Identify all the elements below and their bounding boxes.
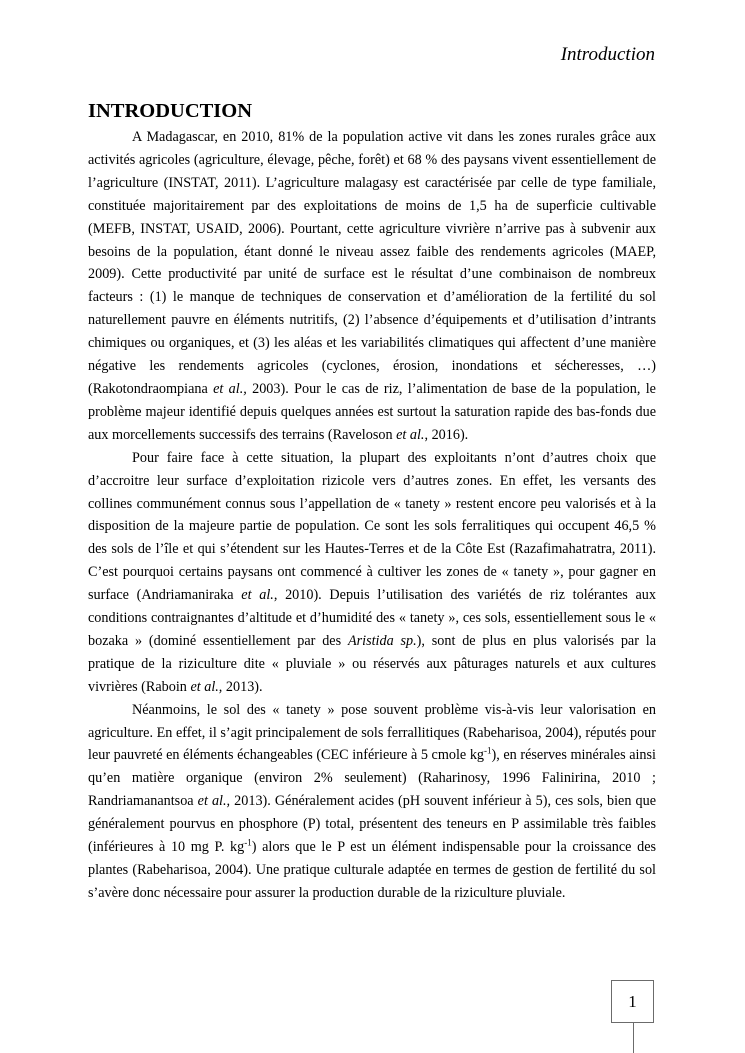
text-run: 2013). Généralement acides (pH souvent inférieur à 5), ces sols, bien que généralement pourvus en phosphore (P) total, présentent des teneurs en P assimilable très faibles (inférieures à 10 mg P. kg (88, 793, 656, 856)
text-run: ) alors que le P est un élément indispensable pour la croissance des plantes (Rabeharisoa, 2004). Une pratique culturale adaptée en termes de gestion de fertilité du sol s’avère donc nécessaire pour assurer la production durable de la riziculture pluviale. (88, 839, 657, 901)
text-run: A Madagascar, en 2010, 81% de la population active vit dans les zones rurales grâce aux activités agricoles (agriculture, élevage, pêche, forêt) et 68 % des paysans vivent essentiellement de l’agriculture (INSTAT, 2011). L’agriculture malagasy est caractérisée par celle de type familiale, constituée majoritairement par des exploitations de moins de 1,5 ha de superficie cultivable (MEFB, INSTAT, USAID, 2006). Pourtant, cette agriculture vivrière n’arrive pas à subvenir aux besoins de la population, étant donné le niveau assez faible des rendements agricoles (MAEP, 2009). Cette productivité par unité de surface est le résultat d’une combinaison de nombreux facteurs : (1) le manque de techniques de conservation et d’amélioration de la fertilité du sol naturellement pauvre en éléments nutritifs, (2) l’absence d’équipements et d’utilisation d’intrants chimiques ou organiques, et (3) les aléas et les variabilités climatiques qui affectent d’une manière négative les rendements agricoles (cyclones, érosion, inondations et sécheresses, …) (Rakotondraompiana (88, 129, 656, 397)
text-run: ), sont de plus en plus valorisés par la pratique de la riziculture dite « pluviale » ou réservés aux pâturages naturels et aux cultures vivrières (Raboin (88, 632, 656, 695)
superscript-run: -1 (484, 745, 492, 756)
page-number: 1 (628, 991, 637, 1011)
italic-run: et al. (396, 426, 425, 443)
text-run: , 2016). (424, 426, 469, 443)
section-heading: INTRODUCTION (88, 100, 253, 122)
text-run: Pour faire face à cette situation, la plupart des exploitants n’ont d’autres choix que d’accroitre leur surface d’exploitation rizicole vers d’autres zones. En effet, les versants des collines communément connus sous l’appellation de « tanety » restent encore peu valorisés et à la disposition de la majeure partie de population. Ce sont les sols ferralitiques qui occupent 46,5 % des sols de l’île et qui s’étendent sur les Hautes-Terres et de la Côte Est (Razafimahatratra, 2011). C’est pourquoi certains paysans ont commencé à cultiver les zones de « tanety », pour gagner en surface (Andriamaniraka (88, 449, 656, 604)
page-number-box (611, 980, 654, 1023)
text-run: 2003). Pour le cas de riz, l’alimentation de base de la population, le problème majeur identifié depuis quelques années est surtout la saturation rapide des bas-fonds due aux morcellements successifs des terrains (Raveloson (88, 380, 656, 443)
text-run: ), en réserves minérales ainsi qu’en matière organique (environ 2% seulement) (Raharinosy, 1996 Falinirina, 2010 ; Randriamanantsoa (88, 747, 656, 810)
paragraph-3 (88, 699, 656, 905)
superscript-run: -1 (244, 837, 252, 848)
italic-run: et al., (190, 678, 223, 695)
text-run: 2013). (222, 678, 263, 695)
text-run: Néanmoins, le sol des « tanety » pose souvent problème vis-à-vis leur valorisation en agriculture. En effet, il s’agit principalement de sols ferrallitiques (Rabeharisoa, 2004), réputés pour leur pauvreté en éléments échangeables (CEC inférieure à 5 cmole kg (88, 701, 656, 764)
italic-run: et al., (197, 793, 231, 810)
body-text (88, 126, 656, 905)
italic-run: Aristida sp. (347, 632, 417, 649)
italic-run: et al., (213, 380, 247, 397)
page-number-rule (633, 1023, 634, 1053)
italic-run: et al. (241, 587, 274, 604)
text-run: , 2010). Depuis l’utilisation des variétés de riz tolérantes aux conditions contraignantes d’altitude et d’humidité des « tanety », ces sols, essentiellement sous le « bozaka » (dominé essentiellement par des (88, 587, 656, 649)
running-header: Introduction (560, 44, 655, 65)
paragraph-2 (88, 447, 656, 699)
paragraph-1 (88, 126, 656, 447)
